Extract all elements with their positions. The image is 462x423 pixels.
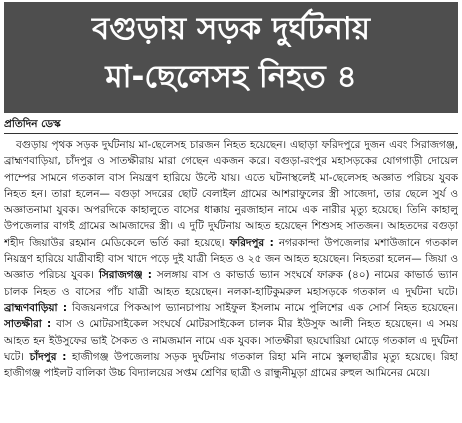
article-body — [4, 137, 458, 420]
byline-rule — [4, 133, 458, 134]
paragraph-chandpur: হাজীগঞ্জ উপজেলায় সড়ক দুর্ঘটনায় গতকাল রিহা মনি নামে স্কুলছাত্রীর মৃত্যু হয়েছে। রিহা হাজীগঞ্জ পাইলট বালিকা উচ্চ বিদ্যালয়ের সপ্তম শ্রেণির ছাত্রী ও রান্ধুনীমুড়া গ্রামের রুহুল আমিনের মেয়ে। — [4, 350, 458, 380]
headline-banner — [4, 2, 458, 113]
paragraph-sirajganj: সলঙ্গায় বাস ও কাভার্ড ভ্যান সংঘর্ষে ফারুক (৪০) নামের কাভার্ড ভ্যান চালক নিহত ও বাসের পাঁচ যাত্রী আহত হয়েছেন। নলকা-হাটিকুমরুল মহাসড়কে গতকাল এ দুর্ঘটনা ঘটে। — [4, 269, 458, 298]
paragraph-brahmanbaria: বিজয়নগরে পিকআপ ভ্যানচাপায় সাইফুল ইসলাম নামে পুলিশের এক সোর্স নিহত হয়েছেন। — [72, 301, 458, 314]
paragraph-bogura: বগুড়ায় পৃথক সড়ক দুর্ঘটনায় মা-ছেলেসহ চারজন নিহত হয়েছেন। এছাড়া ফরিদপুরে দুজন এবং সিরাজগঞ্জ, ব্রাহ্মণবাড়িয়া, চাঁদপুর ও সাতক্ষীরায় মারা গেছেন একজন করে। বগুড়া-রংপুর মহাসড়কের যোগগাড়ী দোয়েল পাম্পের সামনে গতকাল বাস নিয়ন্ত্রণ হারিয়ে উল্টে যায়। এতে ঘটনাস্থলেই মা-ছেলেসহ অজ্ঞাত পরিচয় যুবক নিহত হন। তারা হলেন— বগুড়া সদরের ছোট বেলাইল গ্রামের আশরাফুলের স্ত্রী সাজেদা, তার ছেলে সুর্য ও অজ্ঞাতনামা যুবক। অপরদিকে কাহালুতে বাসের ধাক্কায় নুরজাহান নামে এক নারীর মৃত্যু হয়েছে। তিনি কাহালু উপজেলার বাগই গ্রামের আমজাদের স্ত্রী। এ দুটি দুর্ঘটনায় আহত হয়েছেন শিশুসহ সাতজন। আহতদের বগুড়া শহীদ জিয়াউর রহমান মেডিকেলে ভর্তি করা হয়েছে। — [4, 139, 458, 249]
byline: প্রতিদিন ডেস্ক — [4, 118, 61, 130]
location-label-sirajganj: সিরাজগঞ্জ : — [98, 269, 152, 282]
location-label-brahmanbaria: ব্রাহ্মণবাড়িয়া : — [4, 301, 67, 314]
location-label-satkhira: সাতক্ষীরা : — [4, 318, 52, 331]
location-label-chandpur: চাঁদপুর : — [29, 350, 67, 363]
location-label-faridpur: ফরিদপুর : — [229, 236, 274, 249]
paragraph-satkhira: বাস ও মোটরসাইকেল সংঘর্ষে মোটরসাইকেল চালক মীর ইউসুফ আলী নিহত হয়েছেন। এ সময় আহত হন ইউসুফের ভাই সৈকত ও নামজমান নামে এক যুবক। সাতক্ষীরা ছয়ঘোরিয়া মোড়ে গতকাল এ দুর্ঘটনা ঘটে। — [4, 318, 458, 363]
headline-line-2: মা-ছেলেসহ নিহত ৪ — [105, 59, 357, 95]
headline-line-1: বগুড়ায় সড়ক দুর্ঘটনায় — [91, 11, 371, 47]
paragraph-faridpur: নগরকান্দা উপজেলার মশাউজানে গতকাল নিয়ন্ত্রণ হারিয়ে যাত্রীবাহী বাস খাদে পড়ে দুই যাত্রী নিহত ও ২৫ জন আহত হয়েছেন। নিহতরা হলেন— জিয়া ও অজ্ঞাত পরিচয় যুবক। — [4, 236, 458, 282]
